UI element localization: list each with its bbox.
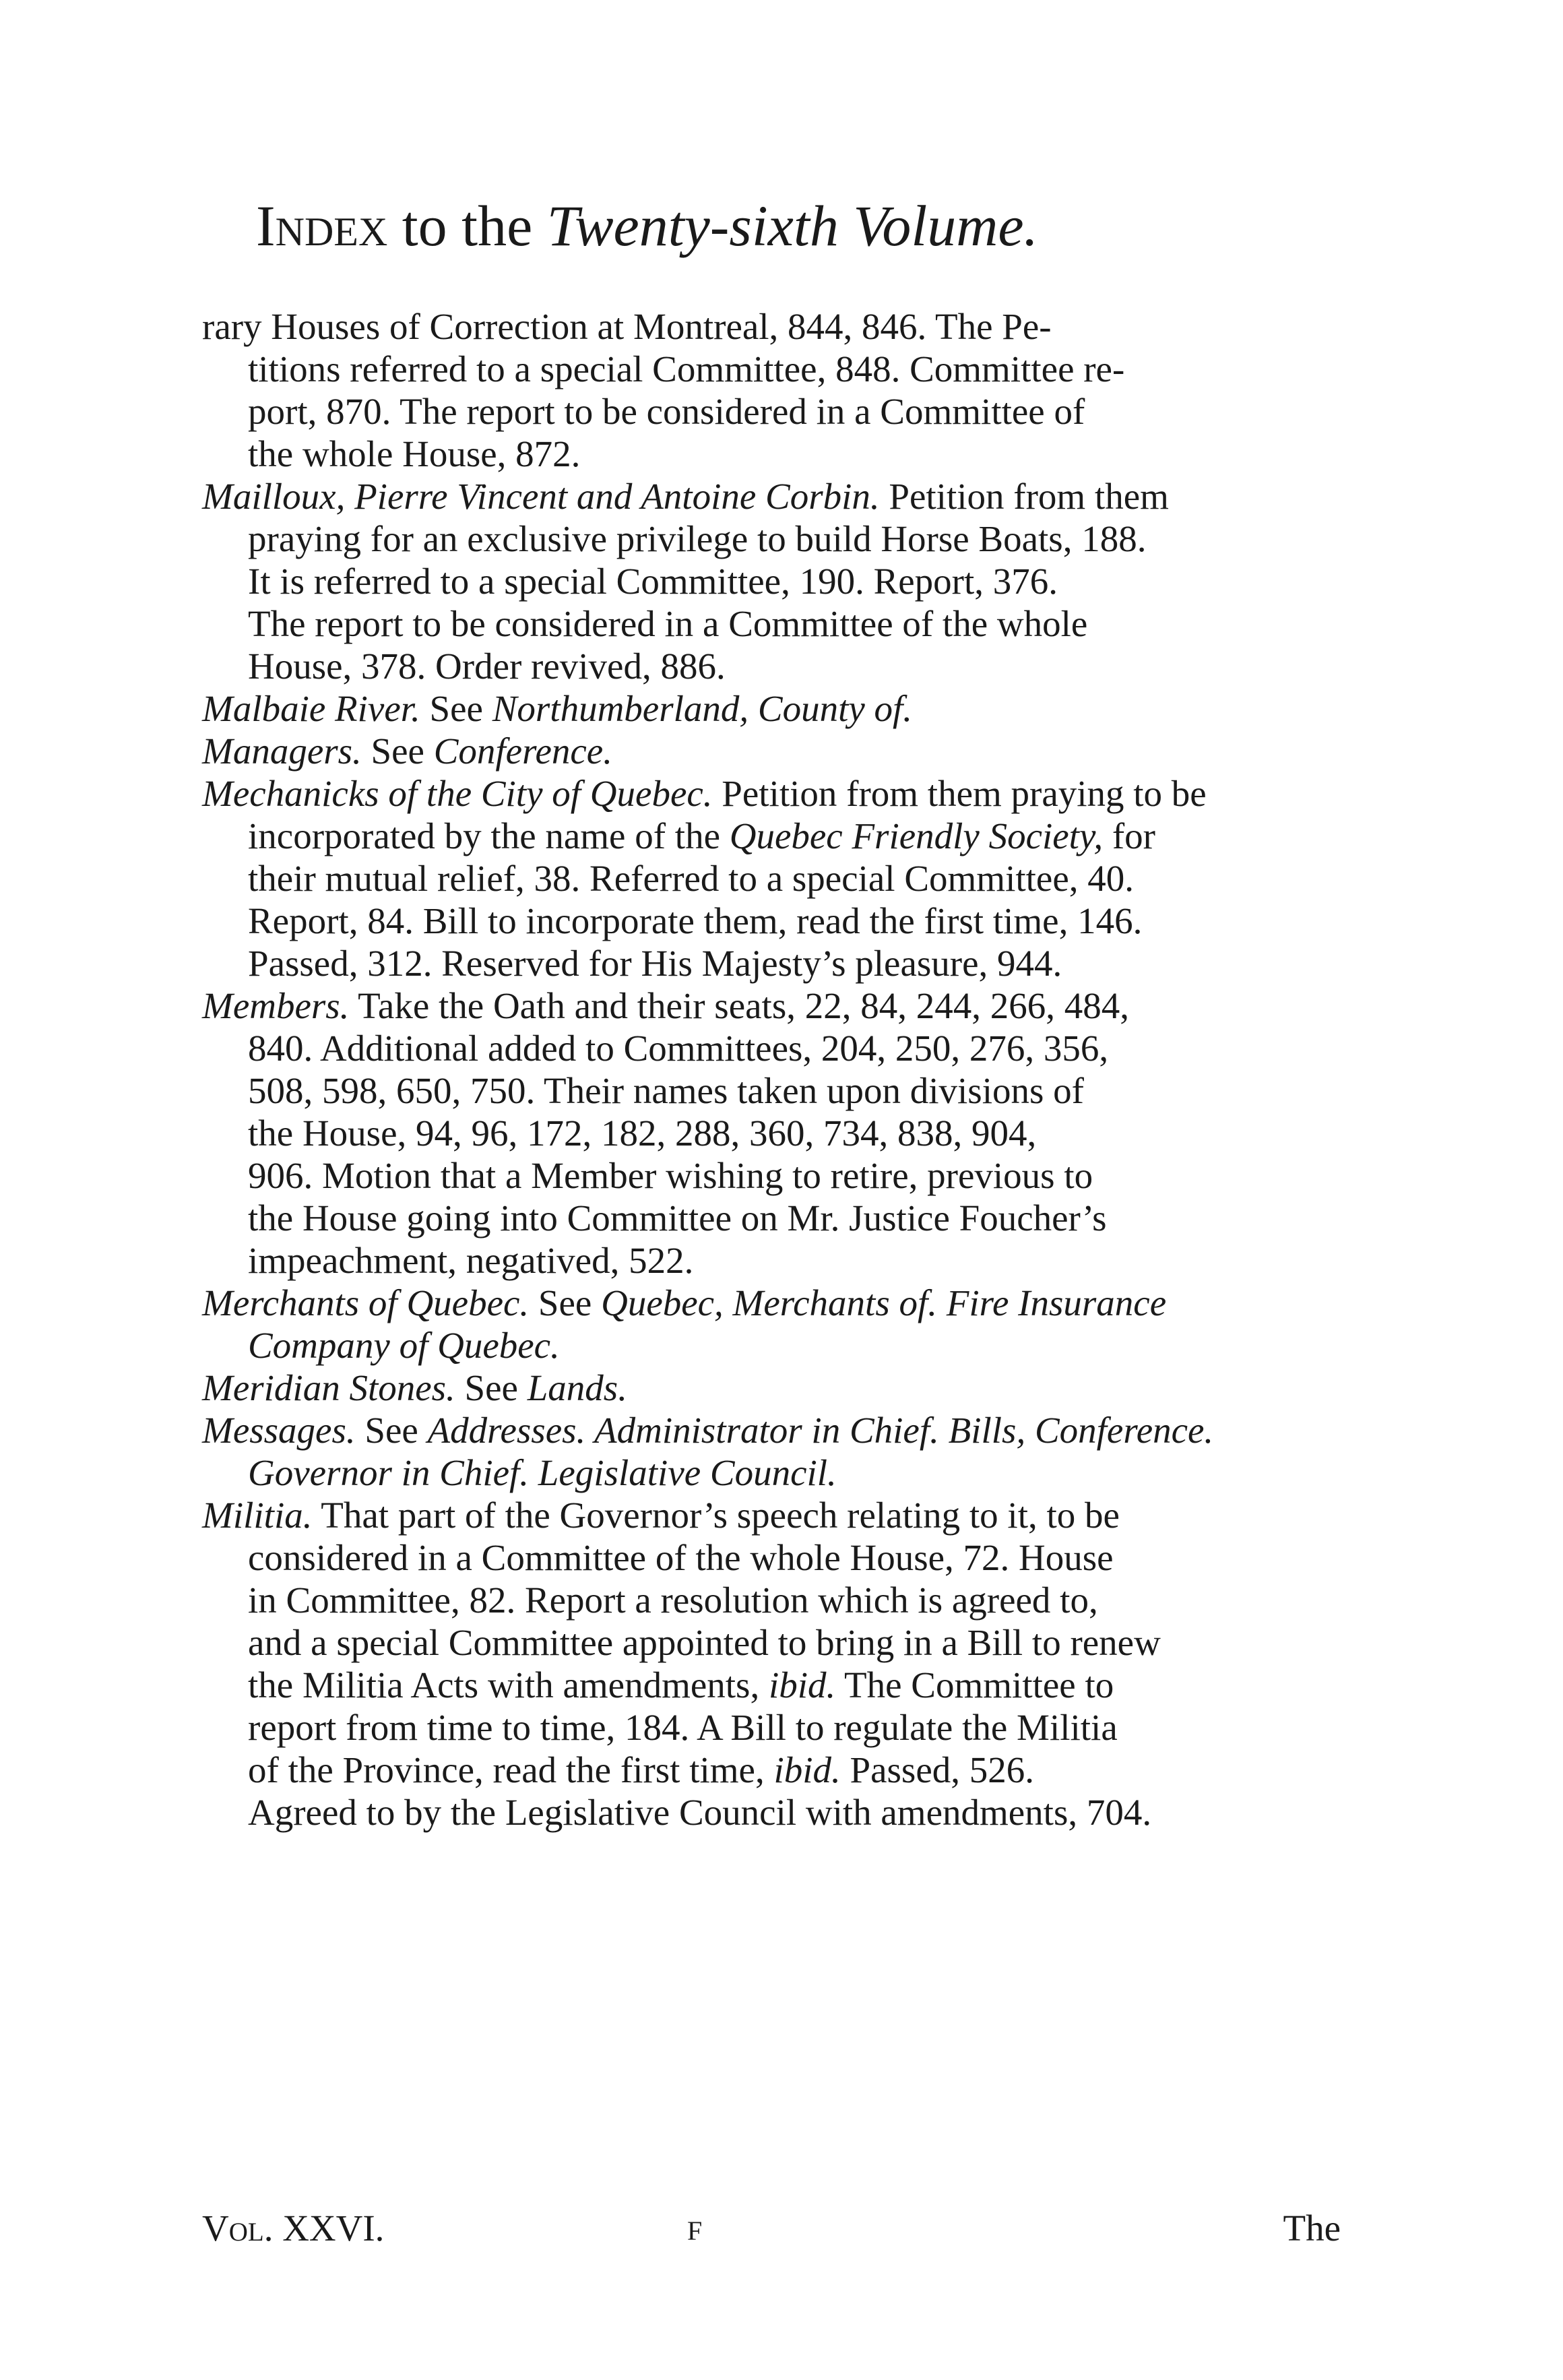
index-text: House, 378. Order revived, 886.	[248, 646, 726, 687]
index-line	[202, 518, 1354, 560]
index-heading-text: Mechanicks of the City of Quebec.	[202, 773, 713, 814]
index-text: incorporated by the name of the	[248, 815, 730, 856]
index-line	[202, 390, 1354, 433]
index-text: See	[529, 1282, 602, 1323]
index-text: See	[420, 688, 492, 729]
index-line	[202, 602, 1354, 645]
running-header	[256, 192, 1334, 259]
index-line	[202, 1706, 1354, 1749]
index-text: Passed, 526.	[840, 1749, 1034, 1790]
index-text: See	[355, 1410, 428, 1451]
index-line	[202, 1027, 1354, 1069]
index-heading-text: Quebec, Merchants of. Fire Insurance	[601, 1282, 1167, 1323]
index-heading-text: Northumberland, County of.	[492, 688, 913, 729]
index-line	[202, 857, 1354, 900]
index-text: The report to be considered in a Committee of the whole	[248, 603, 1088, 644]
index-text: Petition from them praying to be	[712, 773, 1207, 814]
index-heading-text: Managers.	[202, 730, 362, 772]
index-text: Take the Oath and their seats, 22, 84, 244, 266, 484,	[349, 985, 1129, 1026]
index-line	[202, 1069, 1354, 1112]
index-line	[202, 1791, 1354, 1834]
index-line	[202, 942, 1354, 984]
header-index-word: Index	[256, 193, 388, 258]
index-line	[202, 1409, 1354, 1451]
index-text: That part of the Governor’s speech relating to it, to be	[312, 1495, 1120, 1536]
index-heading-text: Merchants of Quebec.	[202, 1282, 530, 1323]
index-heading-text: Governor in Chief. Legislative Council.	[248, 1452, 837, 1493]
index-text: the House going into Committee on Mr. Justice Foucher’s	[248, 1197, 1107, 1239]
index-text: Report, 84. Bill to incorporate them, read the first time, 146.	[248, 900, 1143, 941]
header-volume-ordinal: Twenty-sixth	[546, 193, 839, 258]
index-line	[202, 1239, 1354, 1282]
index-heading-text: Conference.	[433, 730, 612, 772]
index-line	[202, 305, 1354, 348]
index-text: Agreed to by the Legislative Council with amendments, 704.	[248, 1792, 1152, 1833]
index-line	[202, 1749, 1354, 1791]
index-text: in Committee, 82. Report a resolution which is agreed to,	[248, 1579, 1098, 1621]
index-heading-text: ibid.	[768, 1664, 836, 1705]
index-line	[202, 1367, 1354, 1409]
index-text: impeachment, negatived, 522.	[248, 1240, 694, 1281]
index-line	[202, 1536, 1354, 1579]
page-footer	[202, 2207, 1354, 2254]
index-heading-text: Members.	[202, 985, 350, 1026]
index-line	[202, 984, 1354, 1027]
index-text: report from time to time, 184. A Bill to regulate the Militia	[248, 1707, 1118, 1748]
index-line	[202, 815, 1354, 857]
index-heading-text: Messages.	[202, 1410, 356, 1451]
index-text: rary Houses of Correction at Montreal, 844, 846. The Pe-	[202, 306, 1052, 347]
index-text: 508, 598, 650, 750. Their names taken upon divisions of	[248, 1070, 1084, 1111]
index-line	[202, 687, 1354, 730]
index-text: the Militia Acts with amendments,	[248, 1664, 769, 1705]
index-heading-text: Lands.	[527, 1367, 627, 1408]
index-text: the whole House, 872.	[248, 433, 581, 474]
index-text: Petition from them	[879, 476, 1169, 517]
index-heading-text: Militia.	[202, 1495, 313, 1536]
index-heading-text: Mailloux, Pierre Vincent and Antoine Corbin.	[202, 476, 880, 517]
volume-number: Vol. XXVI.	[202, 2207, 385, 2249]
index-text: See	[455, 1367, 528, 1408]
index-text: and a special Committee appointed to bring in a Bill to renew	[248, 1622, 1161, 1663]
index-text: port, 870. The report to be considered in a Committee of	[248, 391, 1085, 432]
index-heading-text: Addresses. Administrator in Chief. Bills, Conference.	[427, 1410, 1214, 1451]
index-line	[202, 1451, 1354, 1494]
index-line	[202, 1324, 1354, 1367]
index-line	[202, 1579, 1354, 1621]
header-to-the: to the	[402, 193, 533, 258]
index-heading-text: Malbaie River.	[202, 688, 420, 729]
index-text: titions referred to a special Committee, 848. Committee re-	[248, 348, 1125, 389]
index-heading-text: ibid.	[773, 1749, 841, 1790]
index-text: The Committee to	[835, 1664, 1114, 1705]
index-entries	[202, 305, 1354, 1834]
signature-mark: F	[687, 2216, 703, 2246]
index-text: the House, 94, 96, 172, 182, 288, 360, 734, 838, 904,	[248, 1113, 1037, 1154]
index-line	[202, 1282, 1354, 1324]
index-heading-text: Meridian Stones.	[202, 1367, 455, 1408]
index-line	[202, 1112, 1354, 1154]
header-volume-word: Volume.	[853, 193, 1039, 258]
index-line	[202, 645, 1354, 687]
index-line	[202, 475, 1354, 518]
index-line	[202, 1664, 1354, 1706]
index-text: See	[361, 730, 434, 772]
index-text: considered in a Committee of the whole House, 72. House	[248, 1537, 1114, 1578]
index-text: Passed, 312. Reserved for His Majesty’s pleasure, 944.	[248, 943, 1062, 984]
index-line	[202, 900, 1354, 942]
index-line	[202, 1197, 1354, 1239]
index-heading-text: Company of Quebec.	[248, 1325, 560, 1366]
index-line	[202, 772, 1354, 815]
index-text: It is referred to a special Committee, 190. Report, 376.	[248, 561, 1058, 602]
index-text: praying for an exclusive privilege to build Horse Boats, 188.	[248, 518, 1147, 559]
index-line	[202, 433, 1354, 475]
index-line	[202, 730, 1354, 772]
index-line	[202, 560, 1354, 602]
index-line	[202, 1154, 1354, 1197]
index-heading-text: Quebec Friendly Society,	[729, 815, 1104, 856]
index-text: 840. Additional added to Committees, 204, 250, 276, 356,	[248, 1028, 1109, 1069]
index-text: of the Province, read the first time,	[248, 1749, 774, 1790]
index-line	[202, 1494, 1354, 1536]
index-text: 906. Motion that a Member wishing to retire, previous to	[248, 1155, 1093, 1196]
catchword: The	[1283, 2207, 1341, 2249]
index-text: for	[1103, 815, 1155, 856]
index-line	[202, 1621, 1354, 1664]
index-line	[202, 348, 1354, 390]
index-text: their mutual relief, 38. Referred to a special Committee, 40.	[248, 858, 1134, 899]
